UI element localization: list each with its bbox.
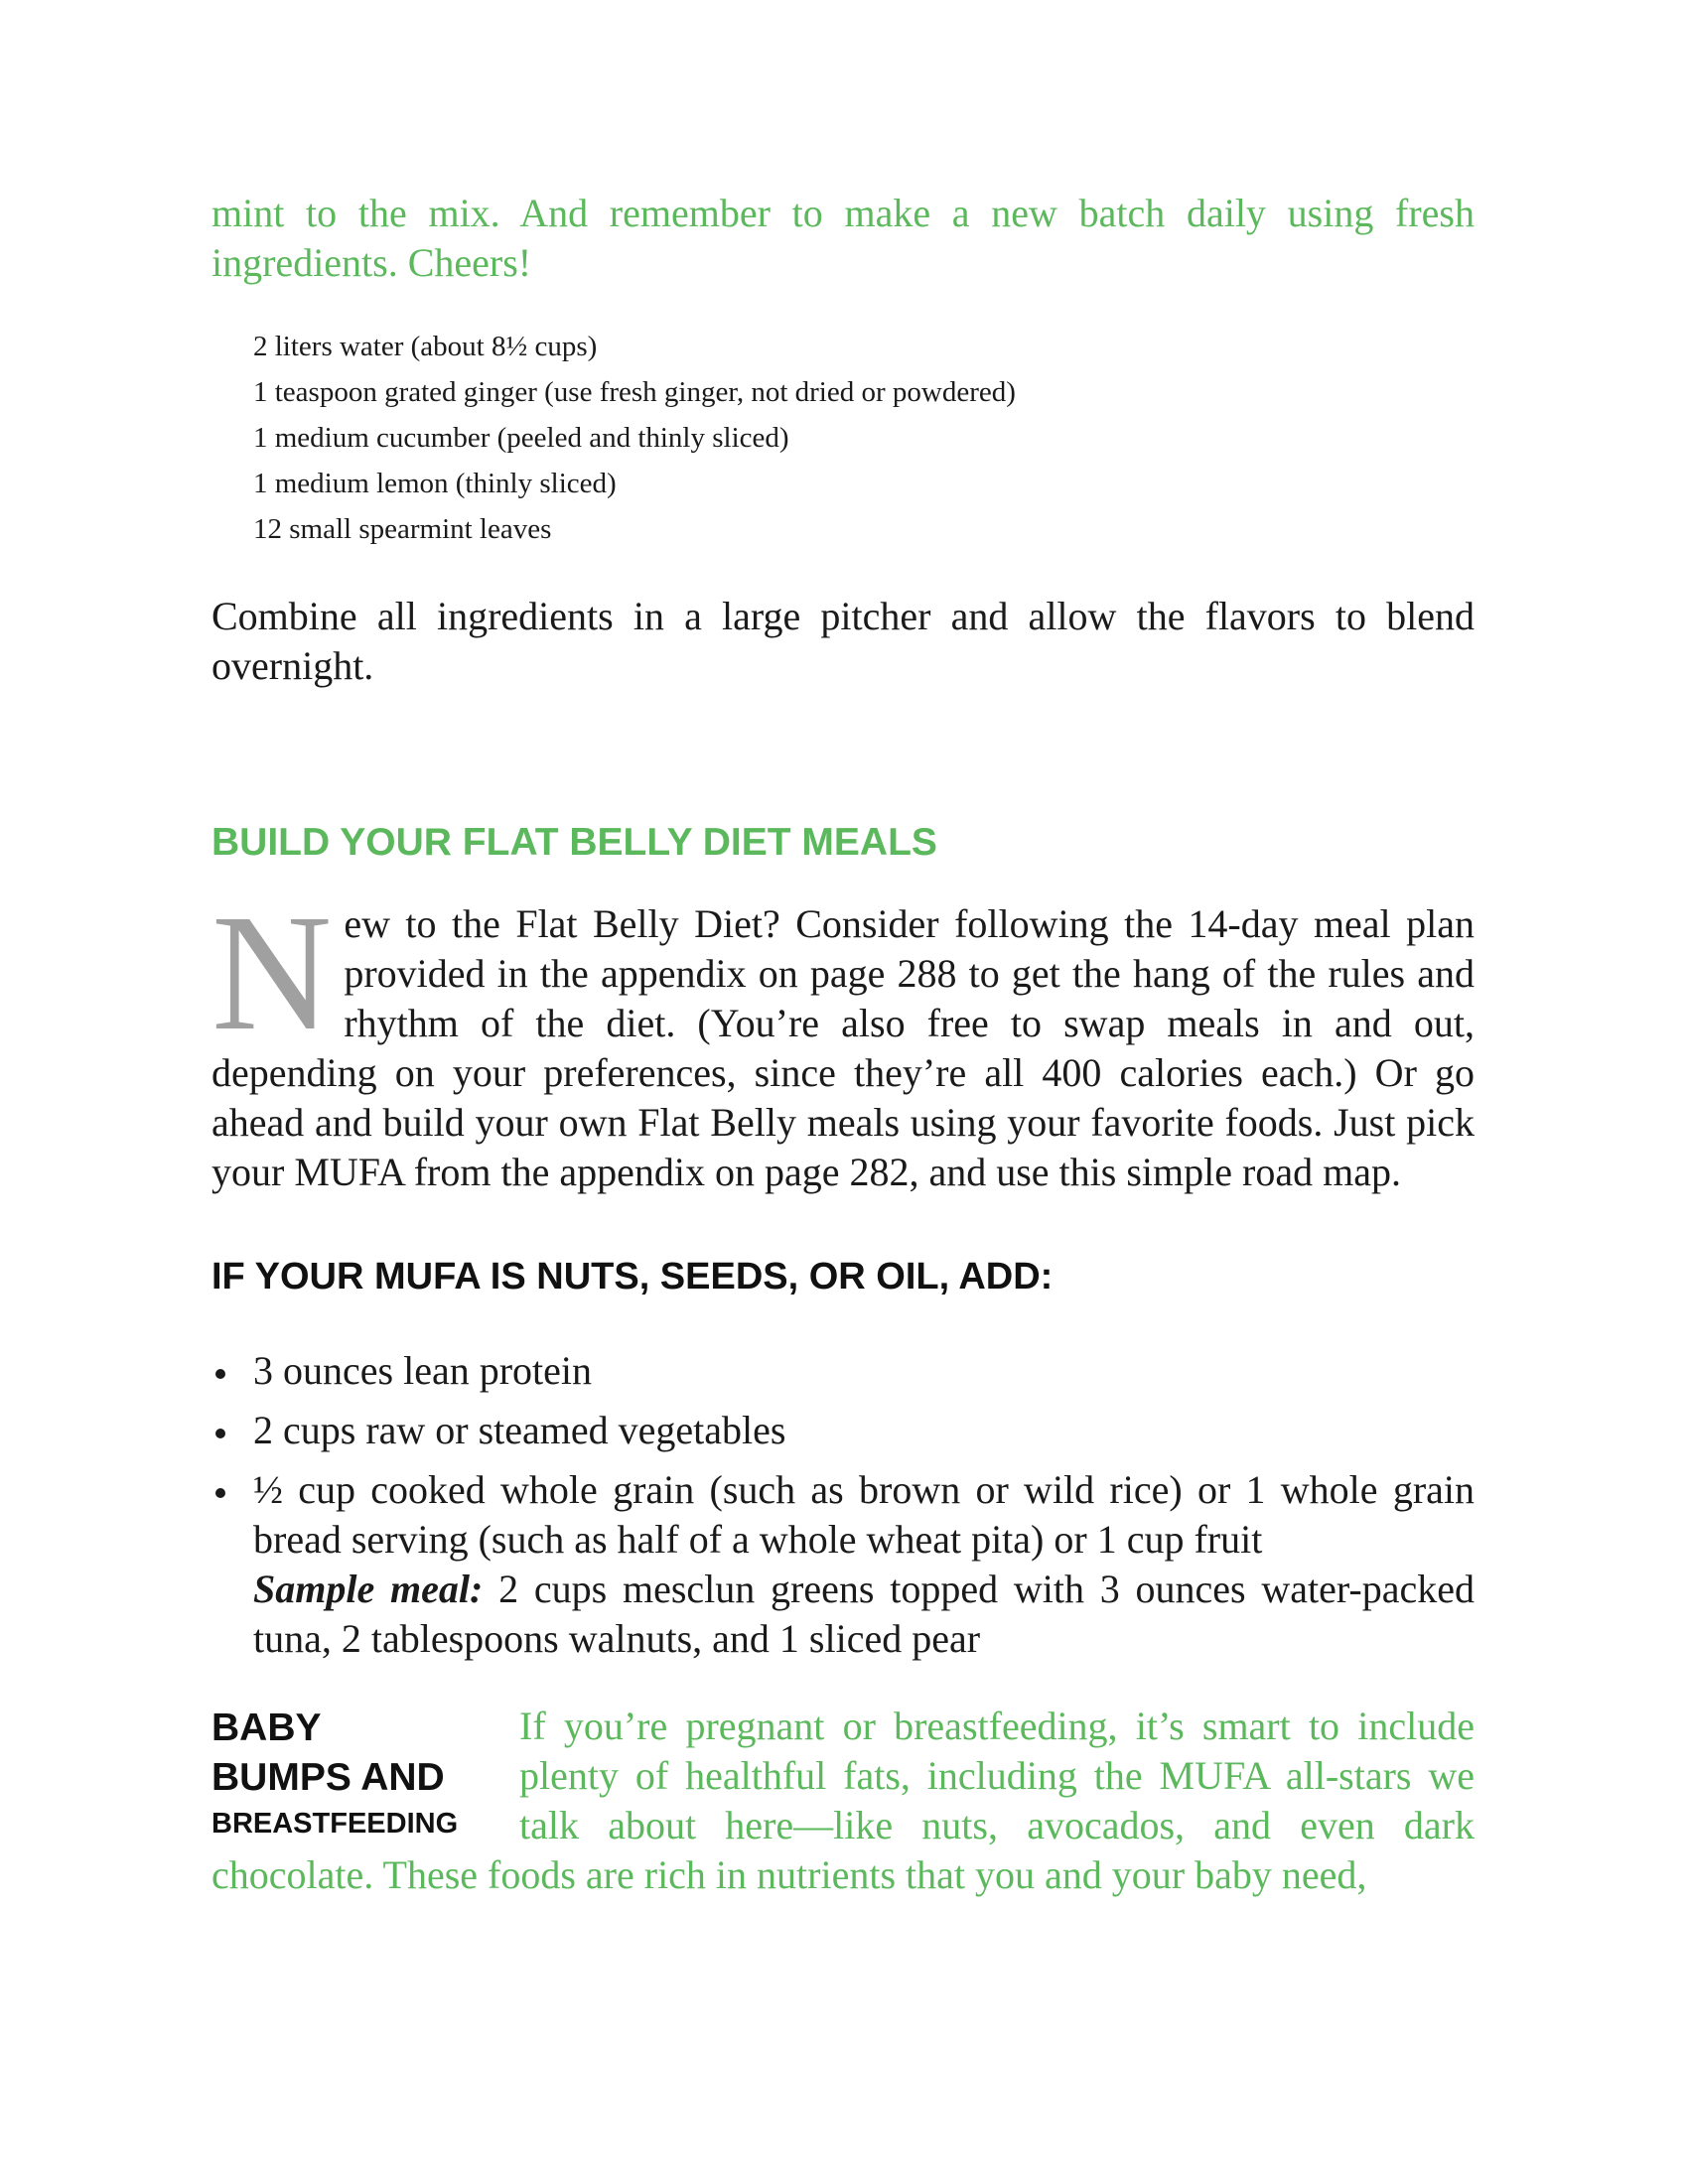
sample-meal-label: Sample meal: [253, 1567, 484, 1611]
instructions-paragraph: Combine all ingredients in a large pitcher and allow the flavors to blend overnight. [211, 594, 1475, 688]
ingredient-item: 1 medium cucumber (peeled and thinly sliced) [253, 422, 789, 454]
ingredient-item: 2 liters water (about 8½ cups) [253, 331, 598, 362]
bullet-item [211, 1406, 1475, 1455]
sidebar-title-line: BUMPS AND [211, 1756, 445, 1799]
ingredient-item: 12 small spearmint leaves [253, 513, 552, 545]
bullet-icon [215, 1488, 225, 1498]
mufa-subheading: IF YOUR MUFA IS NUTS, SEEDS, OR OIL, ADD: [211, 1256, 1054, 1297]
sidebar-title [211, 1704, 509, 1844]
bullet-text: 2 cups raw or steamed vegetables [253, 1408, 786, 1452]
intro-continuation: mint to the mix. And remember to make a new batch daily using fresh ingredients. Cheers! [211, 191, 1475, 285]
bullet-item [211, 1346, 1475, 1396]
ingredient-item: 1 teaspoon grated ginger (use fresh ginger, not dried or powdered) [253, 376, 1016, 408]
bullet-icon [215, 1369, 225, 1379]
sample-meal-text: 2 cups mesclun greens topped with 3 ounces water-packed tuna, 2 tablespoons walnuts, and 1 sliced pear [253, 1567, 1475, 1661]
section-body-paragraph [211, 881, 1475, 1197]
mufa-bullet-list [211, 1346, 1475, 1664]
document-page [211, 189, 1475, 1900]
bullet-icon [215, 1429, 225, 1438]
drop-cap-letter: N [211, 881, 333, 1065]
ingredient-item: 1 medium lemon (thinly sliced) [253, 468, 617, 499]
ingredient-list [253, 324, 1475, 552]
bullet-text: ½ cup cooked whole grain (such as brown or wild rice) or 1 whole grain bread serving (such as half of a whole wheat pita) or 1 cup fruit [253, 1467, 1475, 1562]
section-body-text: ew to the Flat Belly Diet? Consider following the 14-day meal plan provided in the appendix on page 288 to get the hang of the rules and rhythm of the diet. (You’re also free to swap meals in and out, depending on your preferences, since they’re all 400 calories each.) Or go ahead and build your own Flat Belly meals using your favorite foods. Just pick your MUFA from the appendix on page 282, and use this simple road map. [211, 901, 1475, 1194]
bullet-text: 3 ounces lean protein [253, 1348, 592, 1393]
bullet-item [211, 1465, 1475, 1664]
sidebar-title-line: BABY [211, 1706, 322, 1749]
sidebar-title-line: BREASTFEEDING [211, 1808, 459, 1840]
sidebar-body: If you’re pregnant or breastfeeding, it’s smart to include plenty of healthful fats, including the MUFA all-stars we talk about here—like nuts, avocados, and even dark chocolate. These foods are rich in nutrients that you and your baby need, [211, 1704, 1475, 1897]
section-heading: BUILD YOUR FLAT BELLY DIET MEALS [211, 821, 937, 864]
sidebar-baby-bumps [211, 1702, 1475, 1900]
